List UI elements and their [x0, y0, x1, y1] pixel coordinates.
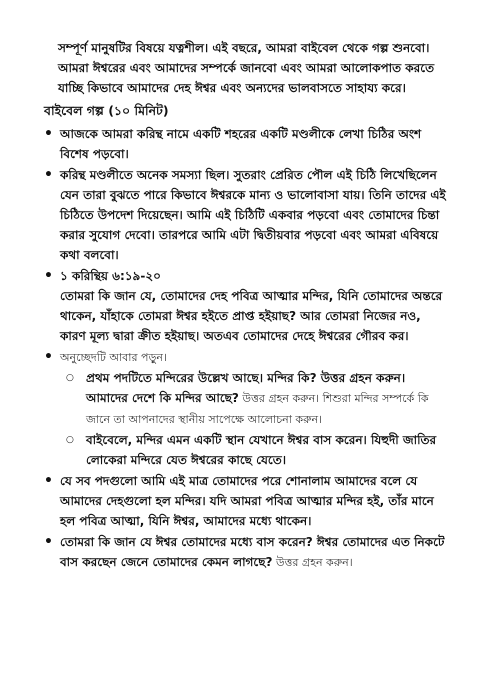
- item-text: অনুচ্ছেদটি আবার পড়ুন।: [60, 351, 167, 364]
- sub-item-text: প্রথম পদটিতে মন্দিরের উল্লেখ আছে। মন্দির কি? উত্তর গ্রহন করুন। আমাদের দেশে কি মন্দির আছে?: [86, 371, 406, 405]
- sub-list-item: [60, 430, 447, 470]
- list-item: [44, 165, 447, 265]
- intro-paragraph: সম্পূর্ণ মানুষটির বিষয়ে যত্নশীল। এই বছরে, আমরা বাইবেল থেকে গল্প শুনবো। আমরা ঈশ্বরের এবং আমাদের সম্পর্কে জানবো এবং আমরা আলোকপাত করতে যাচ্ছি কিভাবে আমাদের দেহ ঈশ্বর এবং অন্যদের ভালবাসতে সাহায্য করে।: [58, 41, 435, 95]
- sub-item-text: বাইবেলে, মন্দির এমন একটি স্থান যেখানে ঈশ্বর বাস করেন। যিহুদী জাতির লোকেরা মন্দিরে যেত ঈশ্বরের কাছে যেতে।: [86, 433, 437, 467]
- sub-list: [60, 368, 447, 470]
- bullet-list: [44, 124, 447, 573]
- scripture-reference: • ১ করিন্থিয় ৬:১৯-২০: [60, 269, 161, 283]
- item-note: উত্তর গ্রহন করুন।: [272, 556, 353, 569]
- sub-list-item: [60, 368, 447, 430]
- item-text: তোমরা কি জান যে ঈশ্বর তোমাদের মধ্যে বাস করেন? ঈশ্বর তোমাদের এত নিকটে বাস করছেন জেনে তোমাদের কেমন লাগছে?: [60, 535, 445, 569]
- sub-item-note: উত্তর গ্রহন করুন। শিশুরা মন্দির সম্পর্কে কি জানে তা আপনাদের স্থানীয় সাপেক্ষে আলোচনা করুন।: [86, 392, 429, 426]
- item-text: আজকে আমরা করিন্থ নামে একটি শহরের একটি মণ্ডলীকে লেখা চিঠির অংশ বিশেষ পড়বো।: [60, 127, 422, 161]
- list-item: [44, 124, 447, 164]
- section-heading: বাইবেল গল্প (১০ মিনিট): [44, 103, 169, 118]
- list-item: [44, 347, 447, 470]
- list-item: [44, 266, 447, 346]
- list-item: [44, 471, 447, 531]
- item-text: যে সব পদগুলো আমি এই মাত্র তোমাদের পরে শোনালাম আমাদের বলে যে আমাদের দেহগুলো হল মন্দির। যদি আমরা পবিত্র আত্মার মন্দির হই, তাঁর মানে হল পবিত্র আত্মা, যিনি ঈশ্বর, আমাদের মধ্যে থাকেন।: [60, 474, 434, 528]
- scripture-text: তোমরা কি জান যে, তোমাদের দেহ পবিত্র আত্মার মন্দির, যিনি তোমাদের অন্তরে থাকেন, যাঁহাকে তোমরা ঈশ্বর হইতে প্রাপ্ত হইয়াছ? আর তোমরা নিজের নও, কারণ মূল্য দ্বারা ক্রীত হইয়াছ। অতএব তোমাদের দেহে ঈশ্বরের গৌরব কর।: [60, 289, 443, 343]
- list-item: [44, 532, 447, 573]
- item-text: করিন্থ মণ্ডলীতে অনেক সমস্যা ছিল। সুতরাং প্রেরিত পৌল এই চিঠি লিখেছিলেন যেন তারা বুঝতে পারে কিভাবে ঈশ্বরকে মান্য ও ভালোবাসা যায়। তিনি তাদের এই চিঠিতে উপদেশ দিয়েছেন। আমি এই চিঠিটি একবার পড়বো এবং তোমাদের চিন্তা করার সুযোগ দেবো। তারপরে আমি এটা দ্বিতীয়বার পড়বো এবং আমরা এবিষয়ে কথা বলবো।: [60, 168, 446, 262]
